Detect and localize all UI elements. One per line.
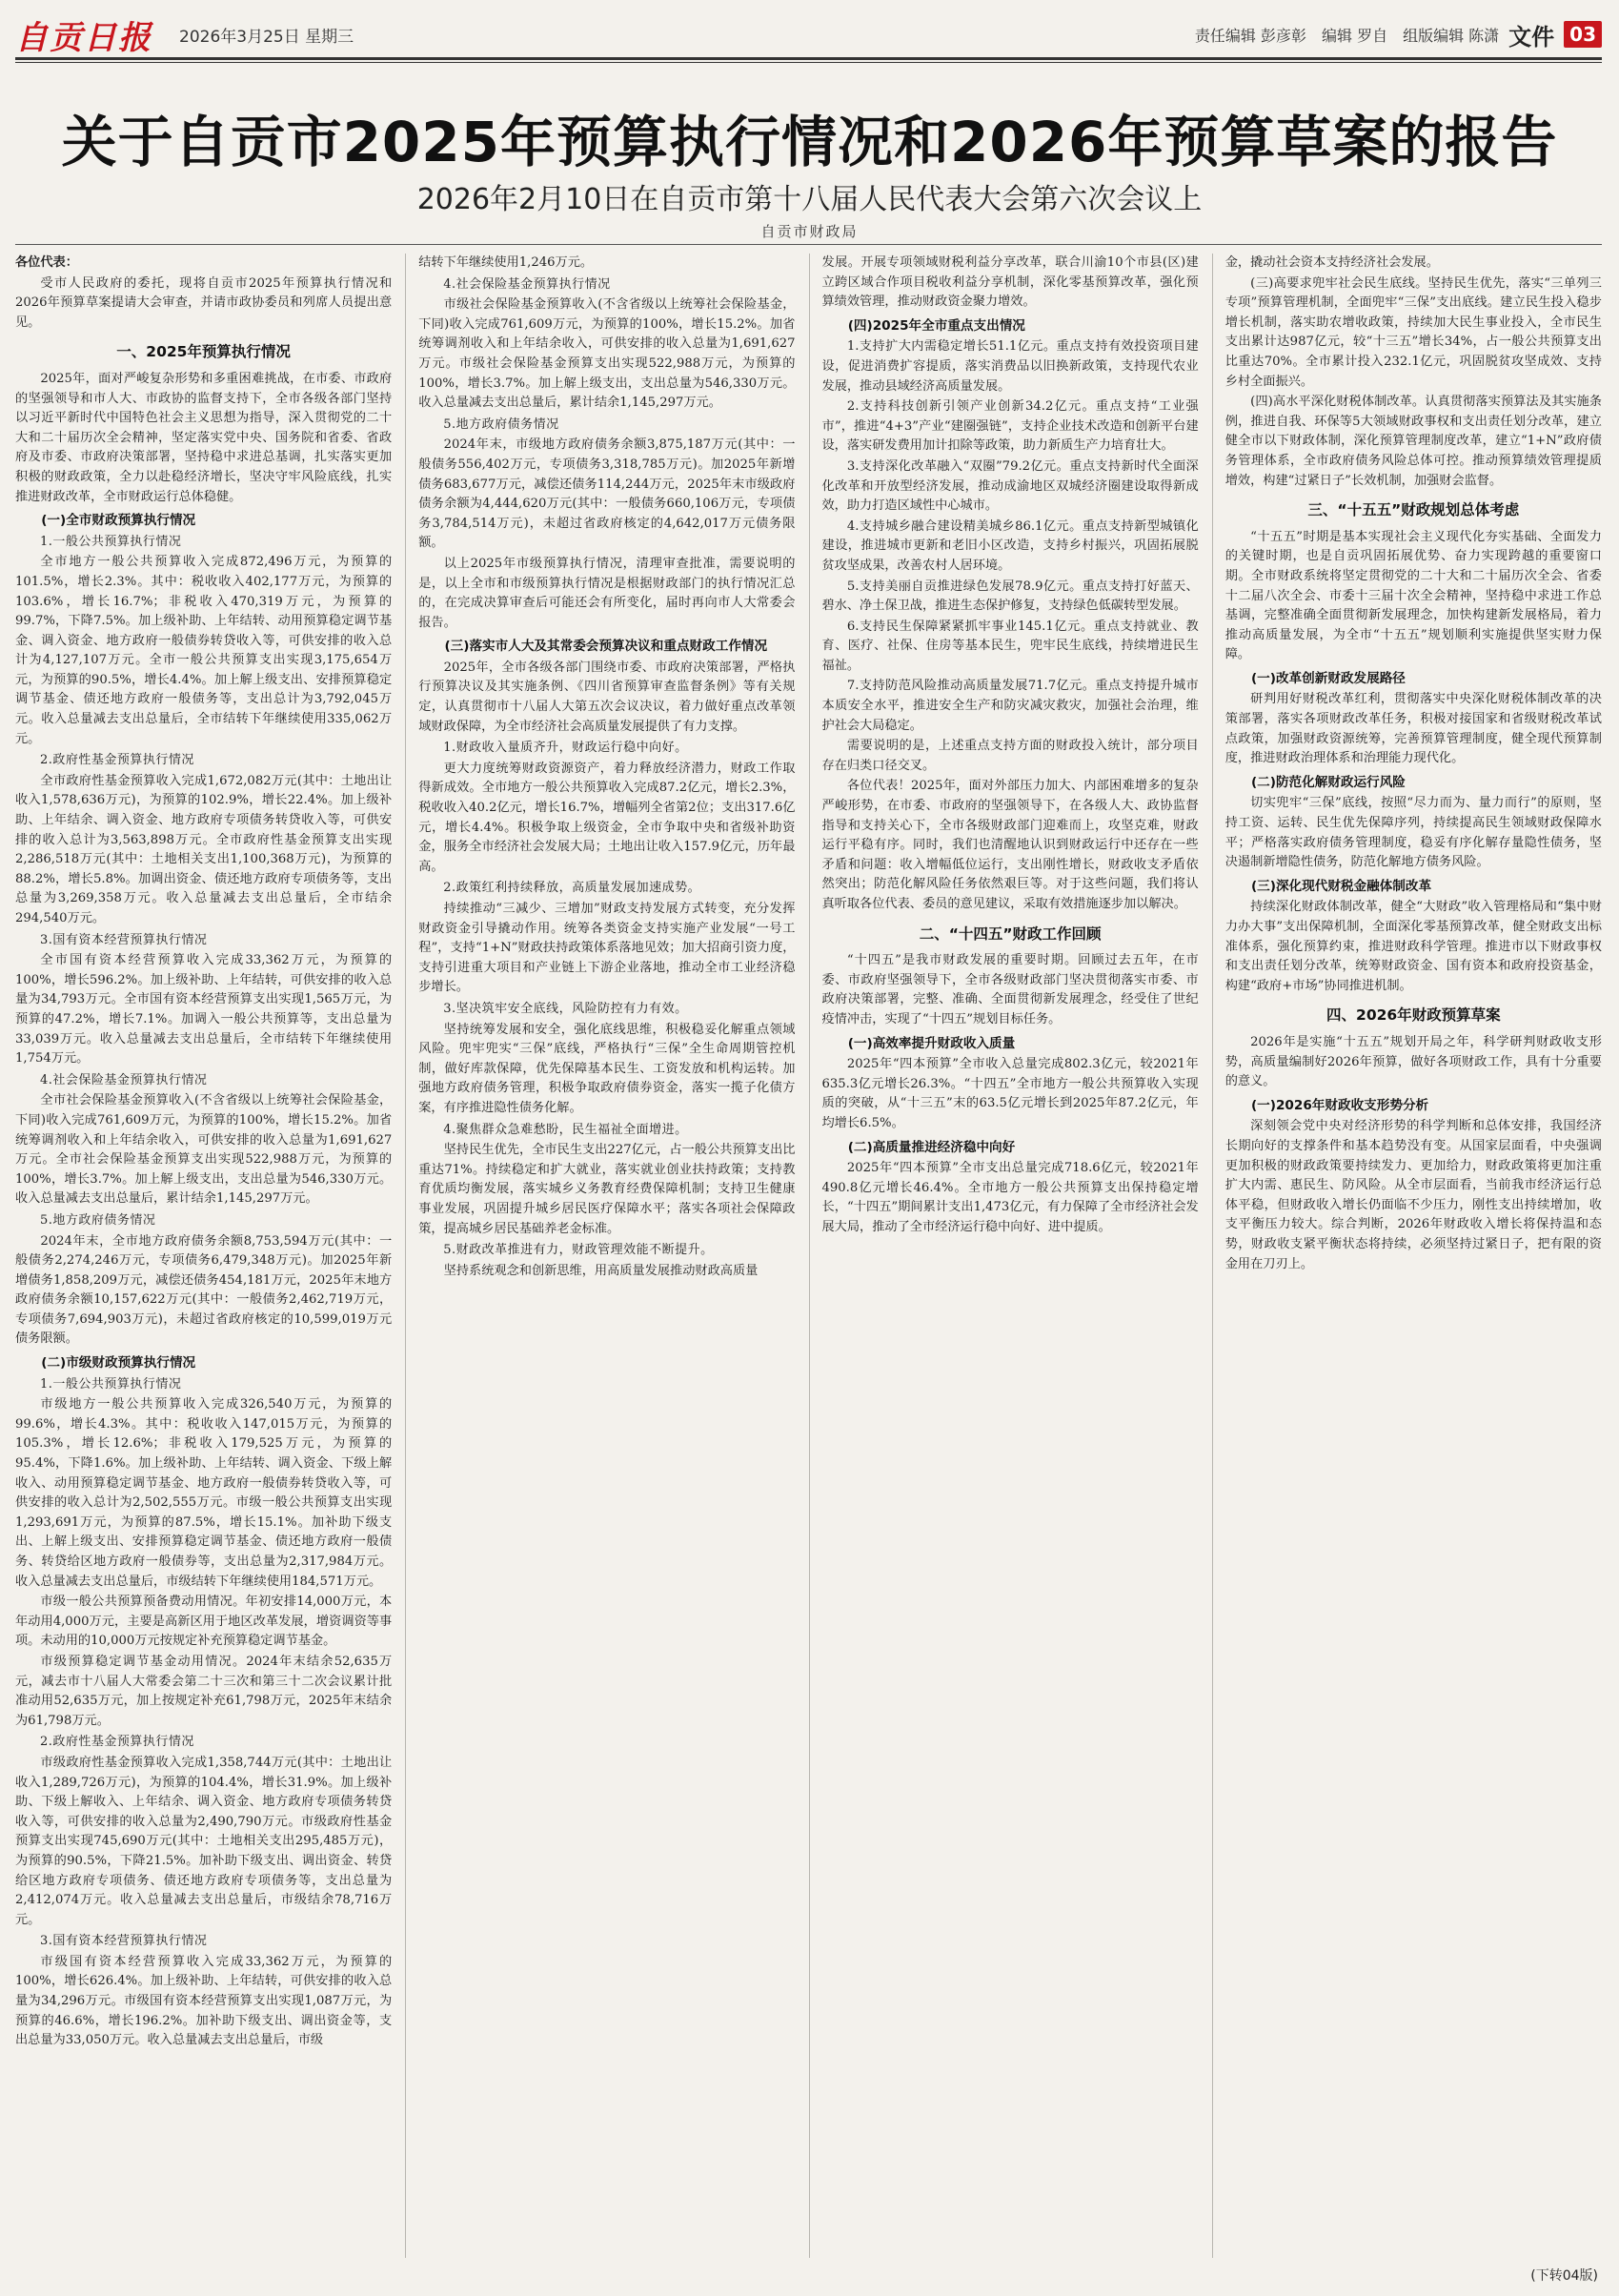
paragraph: 金，撬动社会资本支持经济社会发展。 bbox=[1224, 255, 1439, 270]
minor-heading: 5.财政改革推进有力，财政管理效能不断提升。 bbox=[443, 1243, 714, 1258]
text-column-1 bbox=[15, 254, 392, 2258]
paragraph: 坚持民生优先，全市民生支出227亿元，占一般公共预算支出比重达71%。持续稳定和扩大就业，落实就业创业扶持政策；支持教育优质均衡发展，落实城乡义务教育经费保障机制；支持卫生健康事业发展，巩固提升城乡居民医疗保障水平；落实各项社会保障政策，提高城乡居民基础养老金标准。 bbox=[418, 1143, 796, 1236]
continued-notice: (下转04版) bbox=[1530, 2268, 1598, 2284]
subheading: (一)改革创新财政发展路径 bbox=[1250, 670, 1406, 686]
paragraph: 2024年末，市级地方政府债务余额3,875,187万元(其中：一般债务556,402万元，专项债务3,318,785万元)。加2025年新增债务683,677万元，减偿还债务114,244万元，2025年末市级政府债务余额为4,444,620万元(其中：一般债务660,106万元，专项债务3,784,514万元)，未超过省政府核定的4,642,017万元债务限额。 bbox=[418, 437, 796, 551]
paragraph: 受市人民政府的委托，现将自贡市2025年预算执行情况和2026年预算草案提请大会审查，并请市政协委员和列席人员提出意见。 bbox=[15, 275, 393, 330]
paragraph: “十五五”时期是基本实现社会主义现代化夯实基础、全面发力的关键时期，也是自贡巩固拓展优势、奋力实现跨越的重要窗口期。全市财政系统将坚定贯彻党的二十大和二十届历次全会、省委十二届八次全会、市委十三届十次全会精神，坚持稳中求进工作总基调，完整准确全面贯彻新发展理念，加快构建新发展格局，着力推动高质量发展，为全市“十五五”规划顺利实施提供坚实财力保障。 bbox=[1224, 529, 1602, 662]
text-column-4 bbox=[1212, 254, 1602, 2258]
article-byline: 自贡市财政局 bbox=[760, 223, 859, 240]
minor-heading: 5.地方政府债务情况 bbox=[40, 1212, 156, 1228]
text-column-3 bbox=[809, 254, 1199, 2258]
subheading: (一)高效率提升财政收入质量 bbox=[847, 1035, 1016, 1051]
paragraph: 全市国有资本经营预算收入完成33,362万元，为预算的100%，增长596.2%。加上级补助、上年结转，可供安排的收入总量为34,793万元。全市国有资本经营预算支出实现1,565万元，为预算的47.2%，增长7.1%。加调入一般公共预算等，支出总量为33,039万元。收入总量减去支出总量后，全市结转下年继续使用1,754万元。 bbox=[15, 953, 393, 1067]
minor-heading: 1.财政收入量质齐升，财政运行稳中向好。 bbox=[443, 741, 688, 756]
subheading: (三)深化现代财税金融体制改革 bbox=[1250, 878, 1432, 894]
paragraph: 2025年“四本预算”全市支出总量完成718.6亿元，较2021年490.8亿元增长46.4%。全市地方一般公共预算支出保持稳定增长，“十四五”期间累计支出1,473亿元，有力保障了全市经济社会发展大局，推动了全市经济运行稳中向好、进中提质。 bbox=[821, 1161, 1199, 1234]
minor-heading: 1.一般公共预算执行情况 bbox=[40, 534, 182, 549]
paragraph: 全市政府性基金预算收入完成1,672,082万元(其中：土地出让收入1,578,636万元)，为预算的102.9%，增长22.4%。加上级补助、上年结余、调入资金、地方政府专项债务转贷收入等，可供安排的收入总计为3,563,898万元。全市政府性基金预算支出实现2,286,518万元(其中：土地相关支出1,100,368万元)，为预算的88.2%，增长5.8%。加调出资金、债还地方政府专项债务等，支出总量为3,269,358万元。收入总量减去支出总量后，全市结余294,540万元。 bbox=[15, 773, 393, 925]
subheading: (二)防范化解财政运行风险 bbox=[1250, 774, 1406, 790]
text-column-2 bbox=[405, 254, 795, 2258]
paragraph: 坚持系统观念和创新思维，用高质量发展推动财政高质量 bbox=[443, 1263, 759, 1278]
paragraph: 2025年，全市各级各部门围绕市委、市政府决策部署，严格执行预算决议及其实施条例、《四川省预算审查监督条例》等有关规定，认真贯彻市十八届人大第五次会议决议，着力做好重点改革领域财政保障，为全市经济社会高质量发展提供了有力支撑。 bbox=[418, 660, 796, 734]
paragraph: 市级一般公共预算预备费动用情况。年初安排14,000万元，本年动用4,000万元，主要是高新区用于地区改革发展，增资调资等事项。未动用的10,000万元按规定补充预算稳定调节基金。 bbox=[15, 1595, 393, 1649]
paragraph: 5.支持美丽自贡推进绿色发展78.9亿元。重点支持打好蓝天、碧水、净土保卫战，推进生态保护修复，支持绿色低碳转型发展。 bbox=[821, 579, 1199, 614]
subheading: (二)高质量推进经济稳中向好 bbox=[847, 1139, 1016, 1155]
section-heading: 二、“十四五”财政工作回顾 bbox=[919, 924, 1102, 943]
paragraph: 全市社会保险基金预算收入(不含省级以上统筹社会保险基金，下同)收入完成761,609万元，为预算的100%，增长15.2%。加省统筹调剂收入和上年结余收入，可供安排的收入总量为1,691,627万元。全市社会保险基金预算支出实现522,988万元，为预算的100%，增长3.7%。加上解上级支出，支出总量为546,330万元。收入总量减去支出总量后，累计结余1,145,297万元。 bbox=[15, 1093, 393, 1207]
subheading: (四)2025年全市重点支出情况 bbox=[847, 317, 1025, 334]
minor-heading: 3.坚决筑牢安全底线，风险防控有力有效。 bbox=[443, 1001, 688, 1016]
paragraph: (三)高要求兜牢社会民生底线。坚持民生优先，落实“三单列三专项”预算管理机制，全面兜牢“三保”支出底线。建立民生投入稳步增长机制，落实助农增收政策，持续加大民生事业投入，全市民生支出累计达987亿元，较“十三五”增长34%，占一般公共预算支出比重达70%。全市累计投入232.1亿元，巩固脱贫攻坚成效、支持乡村全面振兴。 bbox=[1224, 275, 1602, 389]
paragraph: 深刻领会党中央对经济形势的科学判断和总体安排，我国经济长期向好的支撑条件和基本趋势没有变。从国家层面看，中央强调更加积极的财政政策要持续发力、更加给力，财政政策将更加注重扩大内需、惠民生、防风险。从全市层面看，当前我市经济运行总体平稳，但财政收入增长仍面临不少压力，刚性支出持续增加，收支平衡压力较大。综合判断，2026年财政收入增长将保持温和态势，财政收支紧平衡状态将持续，必须坚持过紧日子，把有限的资金用在刀刃上。 bbox=[1224, 1119, 1602, 1271]
paragraph: 市级地方一般公共预算收入完成326,540万元，为预算的99.6%，增长4.3%。其中：税收收入147,015万元，为预算的105.3%，增长12.6%；非税收入179,525万元，为预算的95.4%，下降1.6%。加上级补助、上年结转、调入资金、下级上解收入、动用预算稳定调节基金、地方政府一般债券转贷收入等，可供安排的收入总计为2,502,555万元。市级一般公共预算支出实现1,293,691万元，为预算的87.5%，增长15.1%。加补助下级支出、上解上级支出、安排预算稳定调节基金、债还地方政府一般债务、转贷给区地方政府一般债券等，支出总量为2,317,984万元。收入总量减去支出总量后，市级结转下年继续使用184,571万元。 bbox=[15, 1397, 393, 1589]
paragraph: 7.支持防范风险推动高质量发展71.7亿元。重点支持提升城市本质安全水平，推进安全生产和防灾减灾救灾，加强社会治理，维护社会大局稳定。 bbox=[821, 679, 1199, 733]
paragraph: 各位代表！2025年，面对外部压力加大、内部困难增多的复杂严峻形势，在市委、市政府的坚强领导下，在各级人大、政协监督指导和支持关心下，全市各级财政部门迎难而上，攻坚克难，财政运行平稳有序。同时，我们也清醒地认识到财政运行中还存在一些矛盾和问题：收入增幅低位运行，支出刚性增长，财政收支矛盾依然突出；防范化解风险任务依然艰巨等。对于这些问题，我们将认真听取各位代表、委员的意见建议，采取有效措施逐步加以解决。 bbox=[821, 779, 1199, 911]
masthead bbox=[15, 13, 1602, 55]
paragraph: 1.支持扩大内需稳定增长51.1亿元。重点支持有效投资项目建设，促进消费扩容提质，落实消费品以旧换新政策，支持现代农业发展，推动县域经济高质量发展。 bbox=[821, 339, 1199, 394]
paragraph: 市级社会保险基金预算收入(不含省级以上统筹社会保险基金，下同)收入完成761,609万元，为预算的100%，增长15.2%。加省统筹调剂收入和上年结余收入，可供安排的收入总量为1,691,627万元。市级社会保险基金预算支出实现522,988万元，为预算的100%，增长3.7%。加上解上级支出，支出总量为546,330万元。收入总量减去支出总量后，累计结余1,145,297万元。 bbox=[418, 297, 796, 411]
paragraph: 2025年，面对严峻复杂形势和多重困难挑战，在市委、市政府的坚强领导和市人大、市政协的监督支持下，全市各级各部门坚持以习近平新时代中国特色社会主义思想为指导，深入贯彻党的二十大和二十届历次全会精神，坚定落实党中央、国务院和省委、省政府及市委、市政府决策部署，坚持稳中求进总基调，扎实落实更加积极的财政政策，全力以赴稳经济增长，坚决守牢风险底线，扎实推进财政改革，全市财政运行总体稳健。 bbox=[15, 371, 393, 504]
subheading: (三)落实市人大及其常委会预算决议和重点财政工作情况 bbox=[444, 639, 768, 655]
paragraph: 研判用好财税改革红利，贯彻落实中央深化财税体制改革的决策部署，落实各项财政改革任务，积极对接国家和省级财税改革试点政策，加强财政资源统筹，完善预算管理制度，健全现代预算制度，推进财政治理体系和治理能力现代化。 bbox=[1224, 692, 1602, 766]
header-rule bbox=[15, 57, 1602, 60]
paragraph: “十四五”是我市财政发展的重要时期。回顾过去五年，在市委、市政府坚强领导下，全市各级财政部门坚决贯彻落实市委、市政府决策部署，完整、准确、全面贯彻新发展理念，经受住了世纪疫情冲击，实现了“十四五”规划目标任务。 bbox=[821, 953, 1199, 1026]
minor-heading: 4.聚焦群众急难愁盼，民生福祉全面增进。 bbox=[443, 1122, 688, 1137]
minor-heading: 5.地方政府债务情况 bbox=[443, 417, 559, 432]
editor-credits: 责任编辑 彭彦彰 编辑 罗自 组版编辑 陈潇 bbox=[1194, 26, 1500, 45]
salutation: 各位代表： bbox=[15, 255, 78, 270]
article-title: 关于自贡市2025年预算执行情况和2026年预算草案的报告 bbox=[61, 110, 1558, 174]
minor-heading: 4.社会保险基金预算执行情况 bbox=[443, 276, 611, 292]
paragraph: 3.支持深化改革融入“双圈”79.2亿元。重点支持新时代全面深化改革和开放型经济发展，推动成渝地区双城经济圈建设取得新成效，助力打造区域性中心城市。 bbox=[821, 458, 1199, 514]
paragraph: 4.支持城乡融合建设精美城乡86.1亿元。重点支持新型城镇化建设，推进城市更新和老旧小区改造，支持乡村振兴，巩固拓展脱贫攻坚成果，改善农村人居环境。 bbox=[821, 518, 1199, 573]
section-name: 文件 bbox=[1508, 23, 1555, 51]
paragraph: 需要说明的是，上述重点支持方面的财政投入统计，部分项目存在归类口径交叉。 bbox=[821, 739, 1199, 773]
paragraph: 2024年末，全市地方政府债务余额8,753,594万元(其中：一般债务2,274,246万元，专项债务6,479,348万元)。加2025年新增债务1,858,209万元，减偿还债务454,181万元，2025年末地方政府债务余额10,157,622万元(其中：一般债务2,462,719万元，专项债务7,694,903万元)，未超过省政府核定的10,599,019万元债务限额。 bbox=[15, 1233, 393, 1347]
paragraph: 市级政府性基金预算收入完成1,358,744万元(其中：土地出让收入1,289,726万元)，为预算的104.4%，增长31.9%。加上级补助、下级上解收入、上年结余、调入资金、地方政府专项债务转贷收入等，可供安排的收入总量为2,490,790万元。市级政府性基金预算支出实现745,690万元(其中：土地相关支出295,485万元)，为预算的90.5%，下降21.5%。加补助下级支出、调出资金、转贷给区地方政府专项债务、债还地方政府专项债务等，支出总量为2,412,074万元。收入总量减去支出总量后，市级结余78,716万元。 bbox=[15, 1755, 393, 1927]
paragraph: 切实兜牢“三保”底线，按照“尽力而为、量力而行”的原则，坚持工资、运转、民生优先保障序列，持续提高民生领域财政保障水平；严格落实政府债务管理制度，稳妥有序化解存量隐性债务，坚决遏制新增隐性债务，防范化解地方债务风险。 bbox=[1224, 796, 1602, 870]
minor-heading: 4.社会保险基金预算执行情况 bbox=[40, 1072, 208, 1087]
minor-heading: 2.政府性基金预算执行情况 bbox=[40, 753, 194, 768]
minor-heading: 3.国有资本经营预算执行情况 bbox=[40, 1934, 208, 1949]
paragraph: 更大力度统筹财政资源资产，着力释放经济潜力，财政工作取得新成效。全市地方一般公共预算收入完成87.2亿元，增长2.3%，税收收入40.2亿元，增长16.7%，增幅列全省第2位；支出317.6亿元，增长4.4%。积极争取上级资金，全市争取中央和省级补助资金，服务全市经济社会发展大局；土地出让收入157.9亿元，历年最高。 bbox=[418, 761, 796, 874]
page-number-badge: 03 bbox=[1564, 21, 1602, 48]
issue-date: 2026年3月25日 星期三 bbox=[179, 27, 354, 47]
subheading: (一)2026年财政收支形势分析 bbox=[1250, 1097, 1429, 1113]
minor-heading: 3.国有资本经营预算执行情况 bbox=[40, 932, 208, 947]
section-heading: 三、“十五五”财政规划总体考虑 bbox=[1307, 501, 1520, 519]
subheading: (一)全市财政预算执行情况 bbox=[41, 513, 196, 529]
paragraph: 持续推动“三减少、三增加”财政支持发展方式转变，充分发挥财政资金引导撬动作用。统筹各类资金支持实施产业发展“一号工程”，支持“1+N”财政扶持政策体系落地见效；加大招商引资力度，支持引进重大项目和产业链上下游企业落地，推动全市工业经济稳步增长。 bbox=[418, 902, 796, 995]
paragraph: 市级预算稳定调节基金动用情况。2024年末结余52,635万元，减去市十八届人大常委会第二十三次和第三十二次会议累计批准动用52,635万元，加上按规定补充61,798万元，2025年末结余为61,798万元。 bbox=[15, 1654, 393, 1728]
paragraph: 以上2025年市级预算执行情况，清理审查批准，需要说明的是，以上全市和市级预算执行情况是根据财政部门的执行情况汇总的，在完成决算审查后可能还会有所变化，届时再向市人大常委会报告。 bbox=[418, 556, 796, 630]
newspaper-logo: 自贡日报 bbox=[15, 18, 152, 57]
article-body bbox=[15, 254, 1602, 2258]
minor-heading: 2.政策红利持续释放，高质量发展加速成势。 bbox=[443, 881, 701, 896]
header-rule-thin bbox=[15, 62, 1602, 63]
paragraph: 结转下年继续使用1,246万元。 bbox=[418, 255, 594, 270]
paragraph: 全市地方一般公共预算收入完成872,496万元，为预算的101.5%，增长2.3%。其中：税收收入402,177万元，为预算的103.6%，增长16.7%；非税收入470,319万元，为预算的99.7%，下降7.5%。加上级补助、上年结转、动用预算稳定调节基金、调入资金、地方政府一般债券转贷收入等，可供安排的收入总计为4,127,107万元。全市一般公共预算支出实现3,175,654万元，为预算的90.5%，增长4.4%。加上解上级支出、安排预算稳定调节基金、债还地方政府一般债务等，支出总计为3,792,045万元。收入总量减去支出总量后，全市结转下年继续使用335,062万元。 bbox=[15, 555, 393, 746]
subheading: (二)市级财政预算执行情况 bbox=[41, 1355, 196, 1372]
minor-heading: 2.政府性基金预算执行情况 bbox=[40, 1735, 194, 1750]
title-divider bbox=[15, 244, 1602, 245]
paragraph: 坚持统筹发展和安全，强化底线思维，积极稳妥化解重点领域风险。兜牢兜实“三保”底线，严格执行“三保”全生命周期管控机制，做好库款保障，优先保障基本民生、工资发放和机构运转。加强地方政府债务管理，积极争取政府债券资金，落实一揽子化债方案，有序推进隐性债务化解。 bbox=[418, 1022, 796, 1115]
paragraph: 持续深化财政体制改革，健全“大财政”收入管理格局和“集中财力办大事”支出保障机制，全面深化零基预算改革，健全财政支出标准体系，强化预算约束，推进财政科学管理。推进市以下财政事权和支出责任划分改革，统筹财政资金、国有资本和政府投资基金，构建“政府+市场”协同推进机制。 bbox=[1224, 900, 1602, 993]
minor-heading: 1.一般公共预算执行情况 bbox=[40, 1376, 182, 1392]
section-heading: 一、2025年预算执行情况 bbox=[116, 343, 291, 361]
paragraph: 2025年“四本预算”全市收入总量完成802.3亿元，较2021年635.3亿元增长26.3%。“十四五”全市地方一般公共预算收入实现质的突破，从“十三五”末的63.5亿元增长到2025年87.2亿元，年均增长6.5%。 bbox=[821, 1057, 1199, 1130]
paragraph: 发展。开展专项领域财税利益分享改革，联合川渝10个市县(区)建立跨区域合作项目税收利益分享机制，深化零基预算改革，强化预算绩效管理，推动财政资金聚力增效。 bbox=[821, 255, 1199, 310]
section-heading: 四、2026年财政预算草案 bbox=[1326, 1006, 1501, 1025]
paragraph: 2.支持科技创新引领产业创新34.2亿元。重点支持“工业强市”，推进“4+3”产业“建圈强链”，支持企业技术改造和创新平台建设，落实研发费用加计扣除等政策，助力新质生产力培育壮大。 bbox=[821, 399, 1199, 454]
article-subtitle: 2026年2月10日在自贡市第十八届人民代表大会第六次会议上 bbox=[416, 183, 1203, 216]
paragraph: 市级国有资本经营预算收入完成33,362万元，为预算的100%，增长626.4%。加上级补助、上年结转，可供安排的收入总量为34,296万元。市级国有资本经营预算支出实现1,087万元，为预算的46.6%，增长196.2%。加补助下级支出、调出资金等，支出总量为33,050万元。收入总量减去支出总量后，市级 bbox=[15, 1954, 393, 2048]
paragraph: 6.支持民生保障紧紧抓牢事业145.1亿元。重点支持就业、教育、医疗、社保、住房等基本民生，兜牢民生底线，持续增进民生福祉。 bbox=[821, 619, 1199, 673]
paragraph: (四)高水平深化财税体制改革。认真贯彻落实预算法及其实施条例，推进自我、环保等5大领域财政事权和支出责任划分改革，建立健全市以下财政体制，深化预算管理制度改革，建立“1+N”政府债务管理体系，全市政府债务风险总体可控。推动预算绩效管理提质增效，构建“过紧日子”长效机制，加强财会监督。 bbox=[1224, 395, 1602, 488]
paragraph: 2026年是实施“十五五”规划开局之年，科学研判财政收支形势，高质量编制好2026年预算，做好各项财政工作，具有十分重要的意义。 bbox=[1224, 1034, 1602, 1089]
